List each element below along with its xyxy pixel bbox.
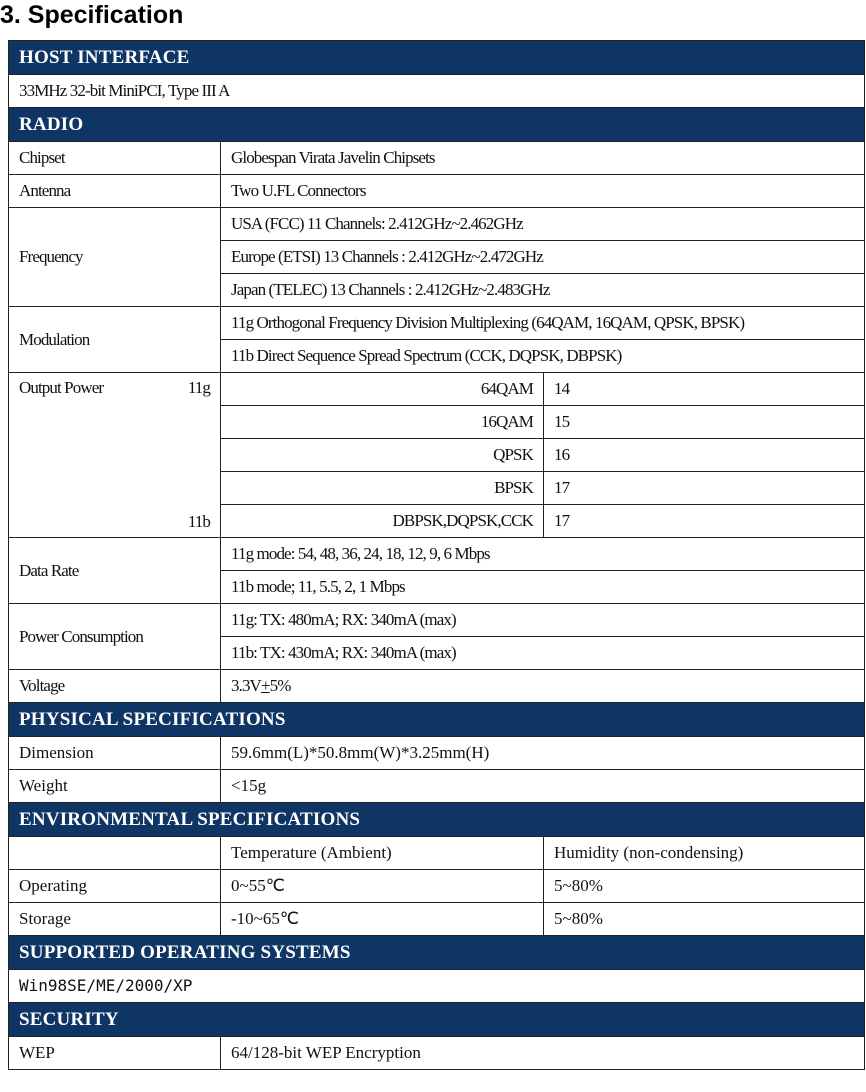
row-label: Antenna bbox=[9, 175, 221, 208]
row-value: USA (FCC) 11 Channels: 2.412GHz~2.462GHz bbox=[221, 208, 865, 241]
section-title: ENVIRONMENTAL SPECIFICATIONS bbox=[9, 803, 865, 837]
table-row bbox=[9, 837, 865, 870]
section-header-host-interface bbox=[9, 41, 865, 75]
output-power-modulation: BPSK bbox=[221, 472, 544, 505]
section-header-radio bbox=[9, 108, 865, 142]
row-value: 11g mode: 54, 48, 36, 24, 18, 12, 9, 6 Mbps bbox=[221, 538, 865, 571]
table-row bbox=[9, 307, 865, 340]
table-row bbox=[9, 670, 865, 703]
table-row bbox=[9, 1037, 865, 1070]
section-header-physical bbox=[9, 703, 865, 737]
table-row bbox=[9, 970, 865, 1003]
output-power-11b-label: 11b bbox=[187, 512, 210, 531]
row-value: 11b: TX: 430mA; RX: 340mA (max) bbox=[221, 637, 865, 670]
output-power-value: 17 bbox=[544, 472, 865, 505]
row-value: Two U.FL Connectors bbox=[221, 175, 865, 208]
row-label: Dimension bbox=[9, 737, 221, 770]
table-row bbox=[9, 903, 865, 936]
section-title: SUPPORTED OPERATING SYSTEMS bbox=[9, 936, 865, 970]
row-value: 11b mode; 11, 5.5, 2, 1 Mbps bbox=[221, 571, 865, 604]
row-label: WEP bbox=[9, 1037, 221, 1070]
output-power-11g-label: 11g bbox=[187, 378, 210, 397]
table-row bbox=[9, 175, 865, 208]
row-label: Weight bbox=[9, 770, 221, 803]
output-power-modulation: 16QAM bbox=[221, 406, 544, 439]
row-value: <15g bbox=[221, 770, 865, 803]
output-power-value: 14 bbox=[544, 373, 865, 406]
output-power-modulation: QPSK bbox=[221, 439, 544, 472]
temperature-value: 0~55℃ bbox=[221, 870, 544, 903]
row-label: Power Consumption bbox=[9, 604, 221, 670]
row-label: Modulation bbox=[9, 307, 221, 373]
row-value: Globespan Virata Javelin Chipsets bbox=[221, 142, 865, 175]
table-row bbox=[9, 208, 865, 241]
output-power-label-cell bbox=[9, 373, 221, 538]
voltage-tolerance: 5% bbox=[269, 676, 291, 695]
plus-minus-sign: + bbox=[260, 676, 270, 695]
os-value: Win98SE/ME/2000/XP bbox=[9, 970, 865, 1003]
output-power-value: 16 bbox=[544, 439, 865, 472]
row-label: Chipset bbox=[9, 142, 221, 175]
column-header-humidity: Humidity (non-condensing) bbox=[544, 837, 865, 870]
output-power-value: 17 bbox=[544, 505, 865, 538]
row-value: 11g: TX: 480mA; RX: 340mA (max) bbox=[221, 604, 865, 637]
row-value: Japan (TELEC) 13 Channels : 2.412GHz~2.483GHz bbox=[221, 274, 865, 307]
output-power-modulation: 64QAM bbox=[221, 373, 544, 406]
output-power-modulation: DBPSK,DQPSK,CCK bbox=[221, 505, 544, 538]
table-row bbox=[9, 870, 865, 903]
row-value: 11b Direct Sequence Spread Spectrum (CCK, DQPSK, DBPSK) bbox=[221, 340, 865, 373]
empty-cell bbox=[9, 837, 221, 870]
row-label: Storage bbox=[9, 903, 221, 936]
page-title: 3. Specification bbox=[0, 1, 184, 29]
row-label: Frequency bbox=[9, 208, 221, 307]
table-row bbox=[9, 373, 865, 406]
row-label: Output Power bbox=[19, 378, 104, 397]
section-header-security bbox=[9, 1003, 865, 1037]
humidity-value: 5~80% bbox=[544, 903, 865, 936]
section-title: RADIO bbox=[9, 108, 865, 142]
column-header-temperature: Temperature (Ambient) bbox=[221, 837, 544, 870]
row-label: Voltage bbox=[9, 670, 221, 703]
row-value: 11g Orthogonal Frequency Division Multiplexing (64QAM, 16QAM, QPSK, BPSK) bbox=[221, 307, 865, 340]
specification-table bbox=[8, 40, 865, 1070]
section-title: PHYSICAL SPECIFICATIONS bbox=[9, 703, 865, 737]
voltage-value bbox=[221, 670, 865, 703]
section-header-environmental bbox=[9, 803, 865, 837]
section-title: HOST INTERFACE bbox=[9, 41, 865, 75]
table-row bbox=[9, 75, 865, 108]
table-row bbox=[9, 538, 865, 571]
table-row bbox=[9, 737, 865, 770]
voltage-base: 3.3V bbox=[231, 676, 261, 695]
table-row bbox=[9, 770, 865, 803]
row-value: 64/128-bit WEP Encryption bbox=[221, 1037, 865, 1070]
table-row bbox=[9, 604, 865, 637]
output-power-value: 15 bbox=[544, 406, 865, 439]
row-label: Operating bbox=[9, 870, 221, 903]
humidity-value: 5~80% bbox=[544, 870, 865, 903]
section-title: SECURITY bbox=[9, 1003, 865, 1037]
host-interface-value: 33MHz 32-bit MiniPCI, Type III A bbox=[9, 75, 865, 108]
row-value: Europe (ETSI) 13 Channels : 2.412GHz~2.472GHz bbox=[221, 241, 865, 274]
temperature-value: -10~65℃ bbox=[221, 903, 544, 936]
row-value: 59.6mm(L)*50.8mm(W)*3.25mm(H) bbox=[221, 737, 865, 770]
table-row bbox=[9, 142, 865, 175]
row-label: Data Rate bbox=[9, 538, 221, 604]
section-header-os bbox=[9, 936, 865, 970]
